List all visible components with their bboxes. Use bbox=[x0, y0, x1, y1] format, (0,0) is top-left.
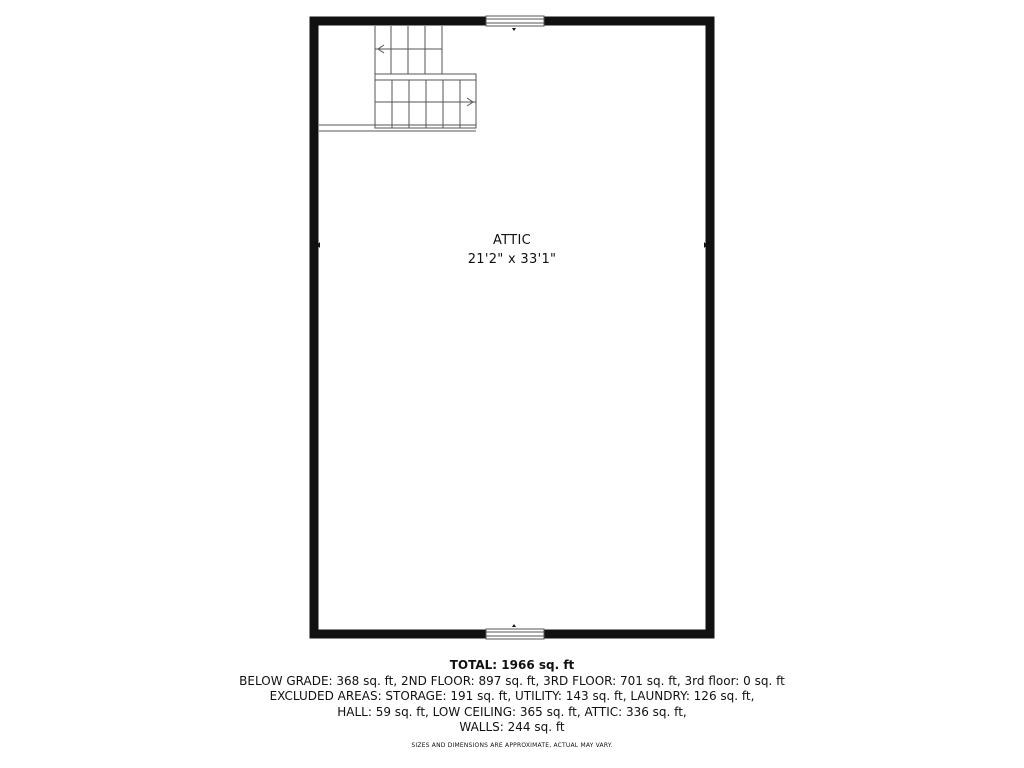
area-summary bbox=[112, 658, 912, 736]
disclaimer: SIZES AND DIMENSIONS ARE APPROXIMATE, ACTUAL MAY VARY. bbox=[411, 742, 613, 749]
summary-line-1: BELOW GRADE: 368 sq. ft, 2ND FLOOR: 897 sq. ft, 3RD FLOOR: 701 sq. ft, 3rd floor: 0 sq. ft bbox=[239, 673, 785, 688]
room-name: ATTIC bbox=[493, 233, 531, 248]
window-bottom bbox=[486, 624, 544, 639]
window-top bbox=[486, 16, 544, 31]
room-dimensions: 21'2" x 33'1" bbox=[467, 252, 557, 267]
staircase-lower bbox=[375, 74, 476, 128]
summary-line-2: EXCLUDED AREAS: STORAGE: 191 sq. ft, UTILITY: 143 sq. ft, LAUNDRY: 126 sq. ft, bbox=[269, 689, 755, 703]
summary-line-4: WALLS: 244 sq. ft bbox=[459, 720, 565, 734]
total-area: TOTAL: 1966 sq. ft bbox=[449, 658, 575, 672]
staircase-upper bbox=[375, 26, 442, 74]
summary-line-3: HALL: 59 sq. ft, LOW CEILING: 365 sq. ft, ATTIC: 336 sq. ft, bbox=[337, 704, 687, 719]
exterior-wall bbox=[314, 21, 710, 634]
